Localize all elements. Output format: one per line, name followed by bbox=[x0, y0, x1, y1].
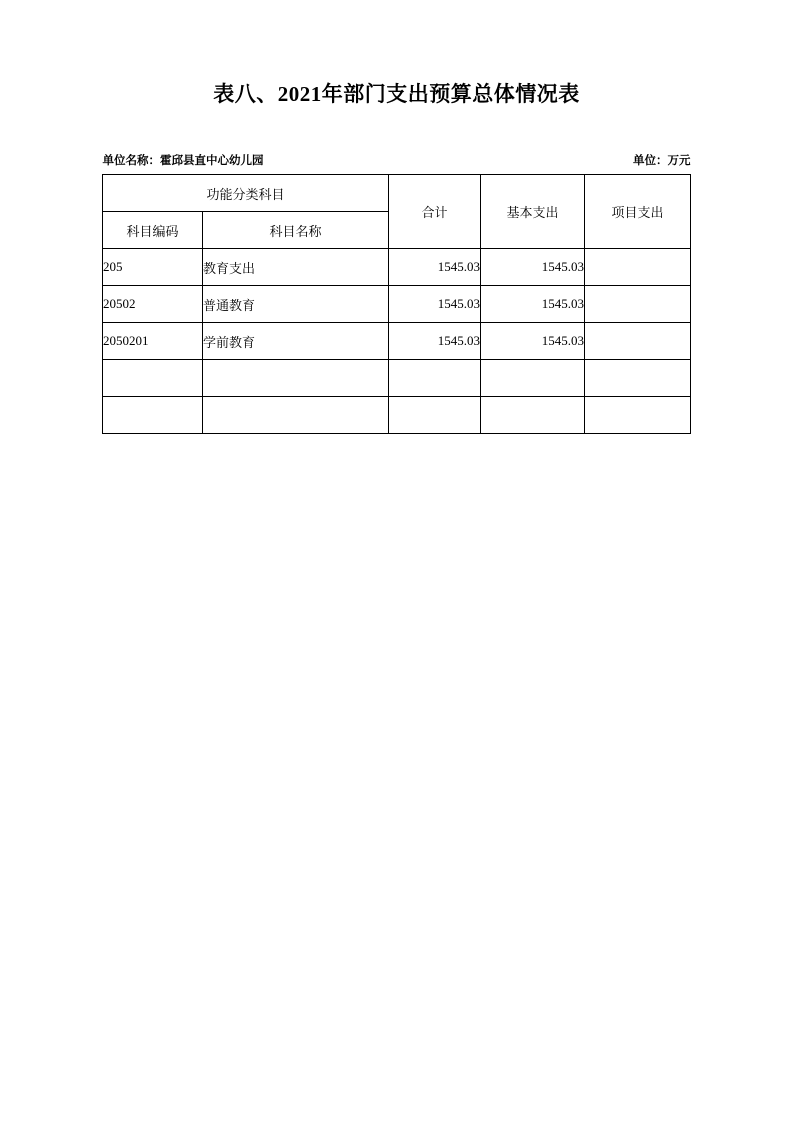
cell-project bbox=[585, 360, 691, 397]
cell-name: 教育支出 bbox=[202, 249, 388, 286]
cell-project bbox=[585, 249, 691, 286]
unit-name-label: 单位名称：霍邱县直中心幼儿园 bbox=[102, 155, 264, 167]
budget-table bbox=[102, 174, 691, 434]
amount-unit-label: 单位：万元 bbox=[633, 155, 691, 167]
table-header-row-1 bbox=[102, 175, 690, 212]
cell-basic: 1545.03 bbox=[481, 323, 585, 360]
table-meta-row bbox=[103, 108, 691, 174]
table-body bbox=[102, 249, 690, 434]
header-functional-category: 功能分类科目 bbox=[102, 175, 388, 212]
header-project-expenditure: 项目支出 bbox=[585, 175, 691, 249]
cell-total bbox=[389, 397, 481, 434]
cell-total bbox=[389, 360, 481, 397]
cell-code: 205 bbox=[102, 249, 202, 286]
table-row bbox=[102, 397, 690, 434]
page-title: 表八、2021年部门支出预算总体情况表 bbox=[213, 82, 580, 106]
cell-project bbox=[585, 323, 691, 360]
cell-basic: 1545.03 bbox=[481, 249, 585, 286]
cell-total: 1545.03 bbox=[389, 323, 481, 360]
table-row bbox=[102, 249, 690, 286]
table-row bbox=[102, 323, 690, 360]
cell-total: 1545.03 bbox=[389, 249, 481, 286]
cell-name: 普通教育 bbox=[202, 286, 388, 323]
cell-project bbox=[585, 286, 691, 323]
cell-basic: 1545.03 bbox=[481, 286, 585, 323]
table-row bbox=[102, 286, 690, 323]
cell-name bbox=[202, 397, 388, 434]
cell-name bbox=[202, 360, 388, 397]
table-row bbox=[102, 360, 690, 397]
cell-code bbox=[102, 360, 202, 397]
header-basic-expenditure: 基本支出 bbox=[481, 175, 585, 249]
cell-basic bbox=[481, 397, 585, 434]
cell-code: 20502 bbox=[102, 286, 202, 323]
cell-total: 1545.03 bbox=[389, 286, 481, 323]
cell-name: 学前教育 bbox=[202, 323, 388, 360]
cell-basic bbox=[481, 360, 585, 397]
cell-project bbox=[585, 397, 691, 434]
header-subject-code: 科目编码 bbox=[102, 212, 202, 249]
header-subject-name: 科目名称 bbox=[202, 212, 388, 249]
table-header bbox=[102, 175, 690, 249]
cell-code bbox=[102, 397, 202, 434]
header-total: 合计 bbox=[389, 175, 481, 249]
cell-code: 2050201 bbox=[102, 323, 202, 360]
